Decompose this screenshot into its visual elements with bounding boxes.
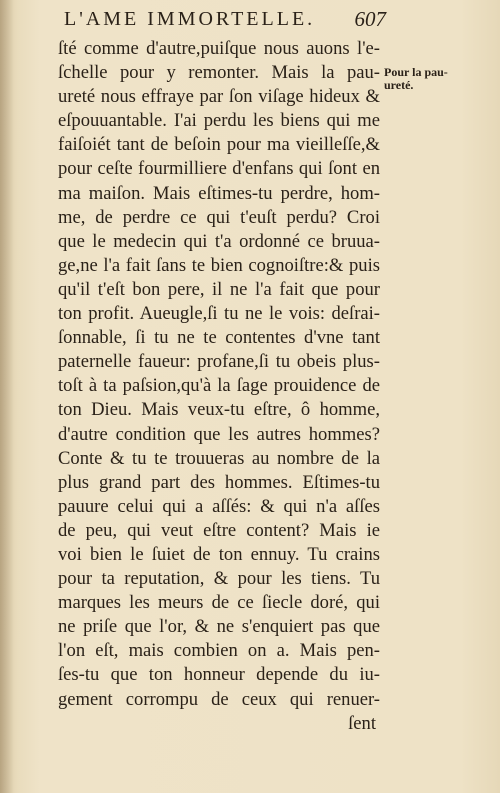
text-line: marques les meurs de ce ſiecle doré, qui: [58, 592, 380, 614]
text-line: ſonnable, ſi tu ne te contentes d'vne tant: [58, 327, 380, 349]
text-line: Conte & tu te trouueras au nombre de la: [58, 447, 380, 469]
text-line: pour ta reputation, & pour les tiens. Tu: [58, 568, 380, 590]
text-line: ma maiſon. Mais eſtimes-tu perdre, hom-: [58, 182, 380, 204]
text-line: me, de perdre ce qui t'euſt perdu? Croi: [58, 206, 380, 228]
text-line: ne priſe que l'or, & ne s'enquiert pas que: [58, 616, 380, 638]
text-line: gement corrompu de ceux qui renuer-: [58, 688, 380, 710]
text-line: plus grand part des hommes. Eſtimes-tu: [58, 471, 380, 493]
text-line: ton Dieu. Mais veux-tu eſtre, ô homme,: [58, 399, 380, 421]
text-line: voi bien le ſuiet de ton ennuy. Tu crains: [58, 543, 380, 565]
text-line: eſpouuantable. I'ai perdu les biens qui me: [58, 110, 380, 132]
body-text: [58, 37, 380, 736]
margin-note: [384, 66, 456, 92]
catchword: ſent: [348, 712, 376, 734]
text-line: qu'il t'eſt bon pere, il ne l'a fait que pour: [58, 278, 380, 300]
text-line: ſté comme d'autre,puiſque nous auons l'e-: [58, 38, 380, 59]
text-line: pauure celui qui a aſſés: & qui n'a aſſes: [58, 495, 380, 517]
page-number: 607: [354, 7, 386, 31]
margin-note-line: ureté.: [384, 78, 414, 92]
text-line: pour ceſte fourmilliere d'enfans qui ſont en: [58, 158, 380, 180]
text-line: l'on eſt, mais combien on a. Mais pen-: [58, 640, 380, 662]
text-line: toſt à ta paſsion,qu'à la ſage prouidence de: [58, 375, 380, 397]
running-head: [58, 6, 386, 34]
text-line: paternelle faueur: profane,ſi tu obeis plus-: [58, 351, 380, 373]
running-head-title: L'AME IMMORTELLE.: [64, 8, 316, 30]
text-line: ſchelle pour y remonter. Mais la pau-: [58, 62, 380, 84]
text-line: ureté nous effraye par ſon viſage hideux &: [58, 86, 380, 108]
text-line: que le medecin qui t'a ordonné ce bruua-: [58, 230, 380, 252]
text-line: ſes-tu que ton honneur depende du iu-: [58, 664, 380, 686]
text-line: de peu, qui veut eſtre content? Mais ie: [58, 519, 380, 541]
text-line: d'autre condition que les autres hommes?: [58, 423, 380, 445]
margin-note-line: Pour la pau-: [384, 65, 448, 79]
text-line: ge,ne l'a fait ſans te bien cognoiſtre:& puis: [58, 254, 380, 276]
text-line: faiſoiét tant de beſoin pour ma vieilleſſe,&: [58, 134, 380, 156]
text-line: ton profit. Aueugle,ſi tu ne le vois: deſrai-: [58, 303, 380, 325]
gutter-shadow: [0, 0, 14, 793]
